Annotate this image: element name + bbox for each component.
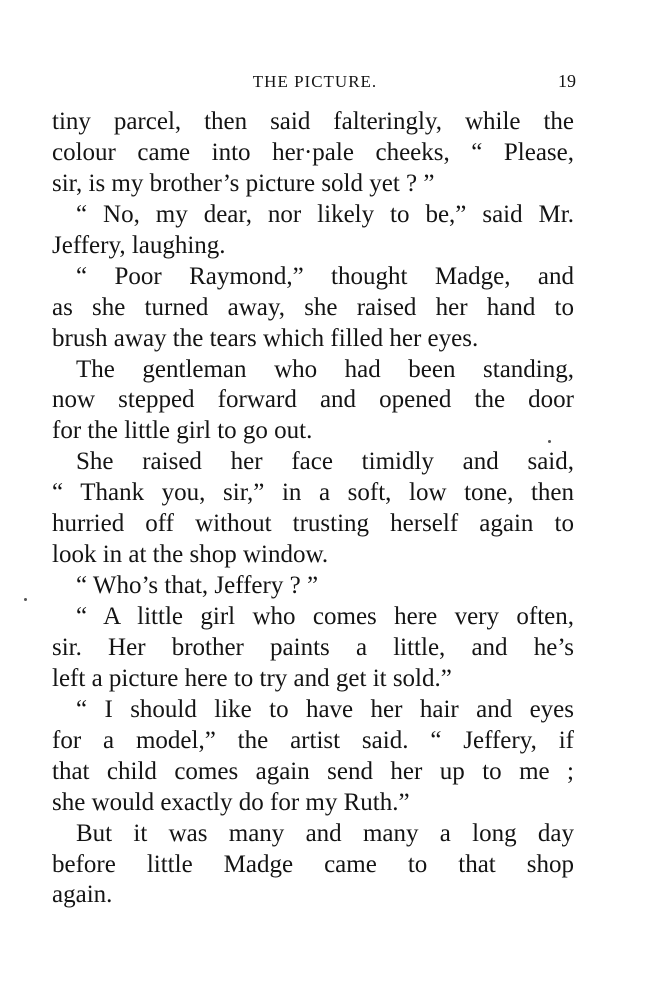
text-line: “ Who’s that, Jeffery ? ” — [76, 572, 319, 600]
text-line: left a picture here to try and get it sold.” — [52, 664, 452, 692]
text-line: She raised her face timidly and said, — [76, 448, 574, 476]
ink-speck — [548, 440, 551, 443]
chapter-title: THE PICTURE. — [252, 72, 378, 91]
text-line: sir. Her brother paints a little, and he’s — [52, 633, 574, 661]
text-line: tiny parcel, then said falteringly, while the — [52, 108, 574, 135]
text-line: “ No, my dear, nor likely to be,” said Mr. — [76, 200, 574, 228]
ink-speck — [24, 598, 27, 601]
text-line: “ I should like to have her hair and eyes — [76, 695, 574, 723]
text-line: The gentleman who had been standing, — [76, 355, 574, 383]
text-line: “ Poor Raymond,” thought Madge, and — [76, 262, 574, 290]
text-line: “ Thank you, sir,” in a soft, low tone, then — [52, 479, 574, 507]
running-head — [56, 68, 574, 92]
text-line: as she turned away, she raised her hand to — [52, 293, 574, 321]
text-line: for a model,” the artist said. “ Jeffery, if — [52, 726, 574, 754]
text-line: again. — [52, 881, 113, 909]
text-line: brush away the tears which filled her eyes. — [52, 324, 479, 352]
text-line: she would exactly do for my Ruth.” — [52, 788, 410, 816]
text-line: colour came into her·pale cheeks, “ Please, — [52, 138, 574, 166]
text-line: But it was many and many a long day — [76, 819, 574, 847]
text-line: Jeffery, laughing. — [52, 231, 226, 259]
text-line: that child comes again send her up to me ; — [52, 757, 574, 785]
text-line: “ A little girl who comes here very often, — [76, 603, 574, 630]
text-line: before little Madge came to that shop — [52, 850, 574, 878]
text-line: for the little girl to go out. — [52, 417, 313, 445]
body-text — [52, 107, 574, 911]
text-line: hurried off without trusting herself again to — [52, 510, 574, 538]
text-line: now stepped forward and opened the door — [52, 386, 574, 414]
page-number: 19 — [558, 71, 576, 91]
text-line: sir, is my brother’s picture sold yet ? ” — [52, 169, 435, 197]
text-line: look in at the shop window. — [52, 541, 329, 569]
